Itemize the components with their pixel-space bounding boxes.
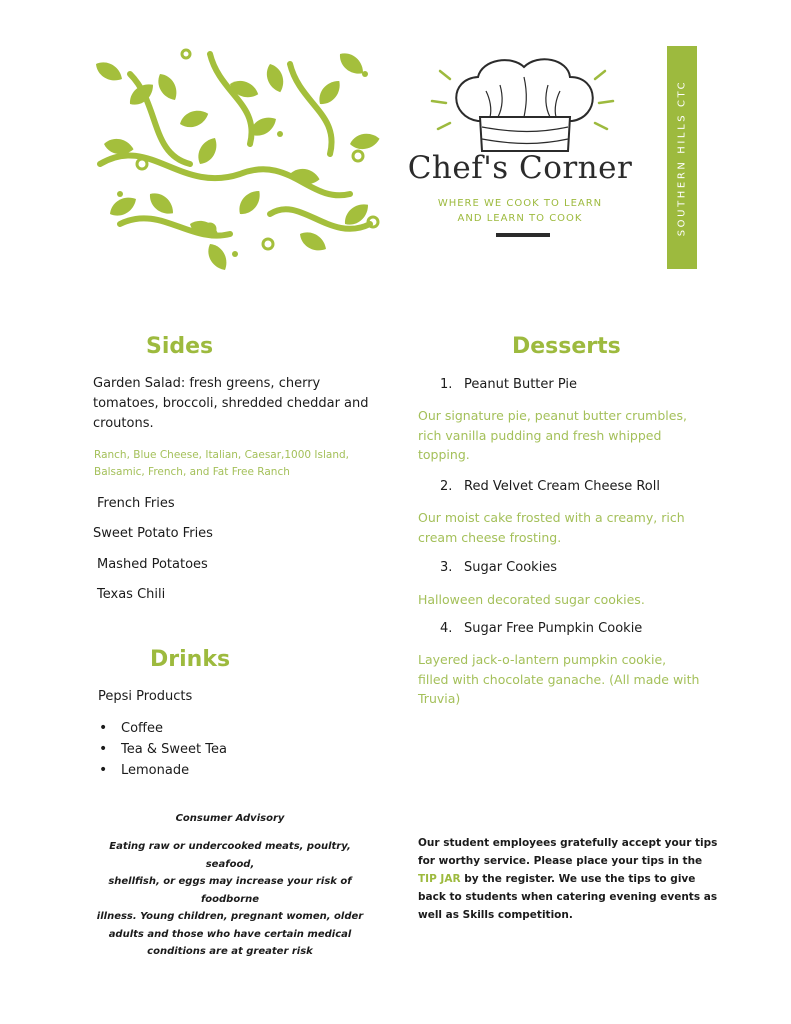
dessert-item xyxy=(440,477,660,497)
text-line: tomatoes, broccoli, shredded cheddar and xyxy=(93,396,369,411)
text-line: topping. xyxy=(418,447,470,462)
text-line: Halloween decorated sugar cookies. xyxy=(418,592,645,607)
tips-note xyxy=(418,834,718,924)
item-number: 2. xyxy=(440,479,453,494)
item-name: Peanut Butter Pie xyxy=(464,377,578,392)
desserts-heading: Desserts xyxy=(512,334,621,359)
tip-jar-highlight: TIP JAR xyxy=(418,873,461,885)
item-name: Sugar Cookies xyxy=(464,560,558,575)
item-number: 3. xyxy=(440,560,453,575)
list-item: • Coffee xyxy=(97,718,297,739)
leaf-vine-illustration xyxy=(90,44,386,270)
tagline-line: WHERE WE COOK TO LEARN xyxy=(437,198,603,209)
sides-heading: Sides xyxy=(146,334,214,359)
dessert-description xyxy=(418,590,718,610)
divider xyxy=(496,233,550,237)
text-line xyxy=(418,870,718,888)
drinks-heading: Drinks xyxy=(150,647,231,672)
side-item: Sweet Potato Fries xyxy=(93,526,213,541)
text-line: rich vanilla pudding and fresh whipped xyxy=(418,427,662,443)
dessert-item xyxy=(440,558,557,578)
text-line: back to students when catering evening events as xyxy=(418,891,718,903)
text-line: shellfish, or eggs may increase your risk of foodborne xyxy=(108,876,352,905)
garden-salad-description xyxy=(93,374,393,434)
brand-title: Chef's Corner xyxy=(407,150,633,186)
text-line: conditions are at greater risk xyxy=(147,946,313,957)
advisory-title: Consumer Advisory xyxy=(175,813,285,824)
dessert-description xyxy=(418,508,718,547)
text-line: for worthy service. Please place your tips in the xyxy=(418,855,703,867)
text-line: illness. Young children, pregnant women, older xyxy=(96,911,364,922)
drinks-brand: Pepsi Products xyxy=(98,689,193,704)
dessert-description xyxy=(418,650,718,709)
text-line: Ranch, Blue Cheese, Italian, Caesar,1000 Island, xyxy=(94,449,350,461)
text-line: croutons. xyxy=(93,416,154,431)
dessert-description xyxy=(418,406,718,465)
text-line: Garden Salad: fresh greens, cherry xyxy=(93,376,321,391)
item-name: Red Velvet Cream Cheese Roll xyxy=(464,479,660,494)
side-item: French Fries xyxy=(97,496,175,511)
text-line: Eating raw or undercooked meats, poultry, seafood, xyxy=(109,841,351,870)
drinks-list xyxy=(97,718,297,781)
side-item: Texas Chili xyxy=(97,587,166,602)
chef-hat-icon xyxy=(420,55,625,160)
list-item: • Lemonade xyxy=(97,760,297,781)
list-item: • Tea & Sweet Tea xyxy=(97,739,297,760)
tagline xyxy=(405,196,635,226)
text-line: Our moist cake frosted with a creamy, rich xyxy=(418,510,685,525)
text-line: adults and those who have certain medical xyxy=(108,928,352,940)
text-line: well as Skills competition. xyxy=(418,909,573,921)
item-number: 4. xyxy=(440,621,453,636)
dessert-item xyxy=(440,375,577,395)
side-banner xyxy=(667,46,697,269)
dessert-item xyxy=(440,619,642,639)
text-line: Balsamic, French, and Fat Free Ranch xyxy=(94,466,290,478)
dressing-options xyxy=(94,447,394,481)
text-line: cream cheese frosting. xyxy=(418,529,562,545)
text-line: Our student employees gratefully accept your tips xyxy=(418,837,718,849)
side-banner-label: SOUTHERN HILLS CTC xyxy=(676,79,688,236)
advisory-body xyxy=(84,838,376,961)
text-line: Layered jack-o-lantern pumpkin cookie, xyxy=(418,652,667,667)
tagline-line: AND LEARN TO COOK xyxy=(457,213,583,224)
text-line: filled with chocolate ganache. (All made with xyxy=(418,671,700,687)
text-line: Our signature pie, peanut butter crumbles, xyxy=(418,408,687,423)
side-item: Mashed Potatoes xyxy=(97,557,208,572)
text-fragment: by the register. We use the tips to give xyxy=(460,873,696,885)
text-line: Truvia) xyxy=(418,691,461,706)
item-name: Sugar Free Pumpkin Cookie xyxy=(464,621,643,636)
item-number: 1. xyxy=(440,377,453,392)
